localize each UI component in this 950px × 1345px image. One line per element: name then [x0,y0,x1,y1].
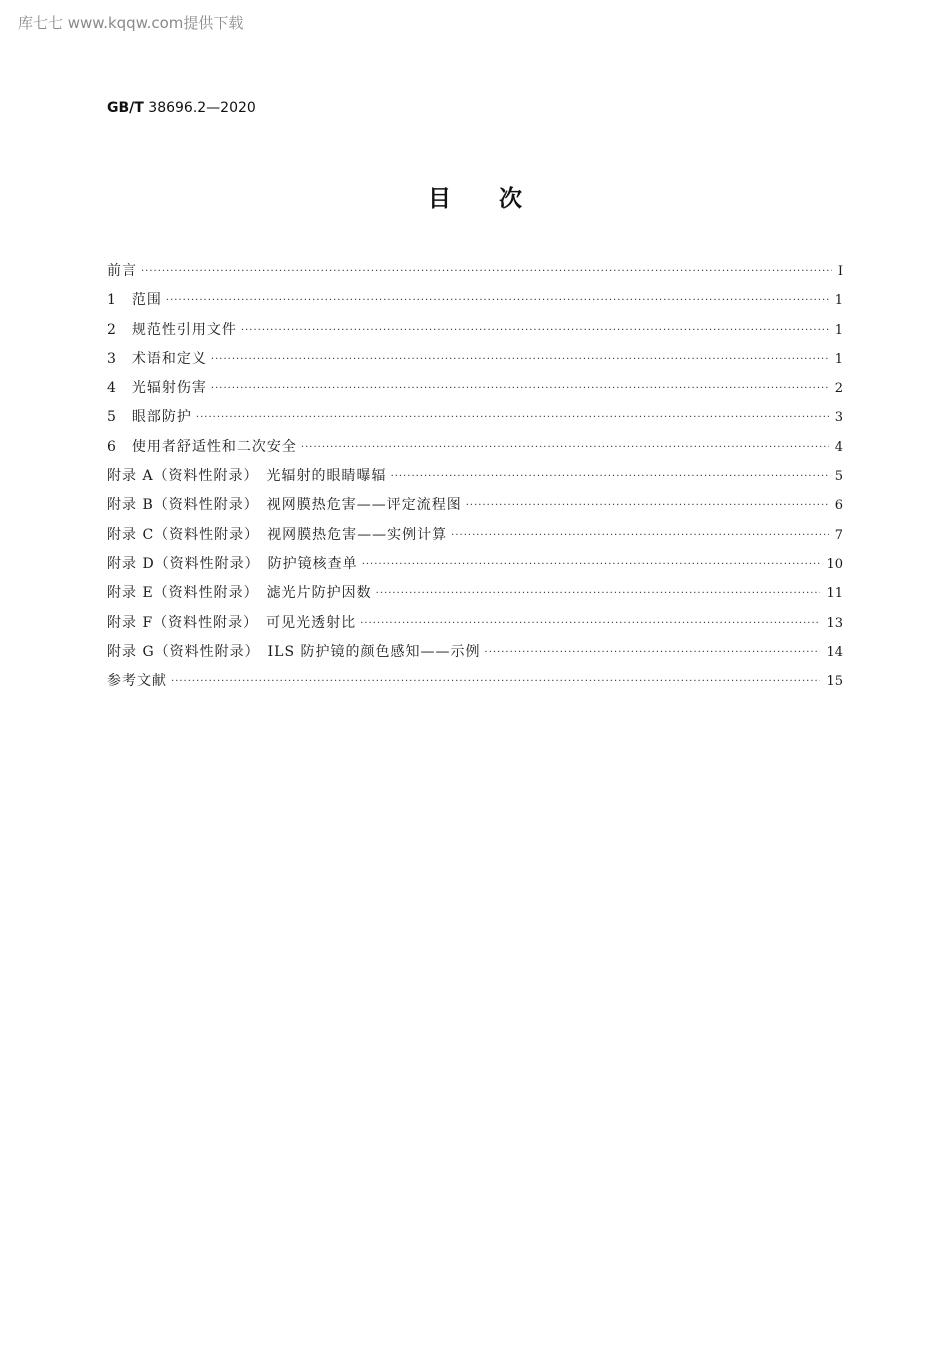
toc-entry-page: 1 [834,322,843,338]
toc-entry-page: 6 [834,498,843,514]
toc-dot-leader [166,286,829,315]
table-of-contents [107,257,843,696]
toc-entry-label: 附录 B（资料性附录） 视网膜热危害——评定流程图 [107,497,462,514]
toc-dot-leader [376,579,821,608]
toc-entry-label: 附录 C（资料性附录） 视网膜热危害——实例计算 [107,526,448,543]
toc-dot-leader [391,462,829,491]
toc-entry-page: 13 [826,615,843,631]
toc-entry-label: 2 规范性引用文件 [107,321,237,338]
toc-dot-leader [141,257,832,286]
toc-title: 目次 [428,186,570,212]
toc-entry[interactable] [107,521,843,550]
toc-entry-page: 10 [826,556,843,572]
toc-entry-page: 15 [826,674,843,690]
toc-entry-label: 参考文献 [107,673,167,690]
toc-dot-leader [301,433,829,462]
toc-entry-page: 5 [834,469,843,485]
standard-prefix: GB/T [107,100,144,116]
toc-entry-page: 4 [834,439,843,455]
toc-entry-label: 附录 G（资料性附录） ILS 防护镜的颜色感知——示例 [107,643,481,660]
toc-entry-label: 附录 D（资料性附录） 防护镜核查单 [107,555,358,572]
toc-dot-leader [241,316,829,345]
toc-dot-leader [171,667,820,696]
toc-dot-leader [466,491,829,520]
toc-entry-page: 1 [834,351,843,367]
toc-entry-page: 1 [834,293,843,309]
toc-entry[interactable] [107,403,843,432]
toc-entry[interactable] [107,638,843,667]
toc-entry[interactable] [107,609,843,638]
toc-dot-leader [362,550,821,579]
toc-entry[interactable] [107,433,843,462]
toc-entry-page: 2 [834,381,843,397]
toc-entry[interactable] [107,374,843,403]
toc-dot-leader [211,345,829,374]
toc-entry-label: 4 光辐射伤害 [107,380,207,397]
toc-dot-leader [196,403,829,432]
toc-entry-page: 3 [834,410,843,426]
watermark-text: 库七七 www.kqqw.com提供下载 [18,14,244,32]
toc-entry-label: 5 眼部防护 [107,409,192,426]
toc-entry-label: 3 术语和定义 [107,350,207,367]
standard-code: 38696.2—2020 [148,100,256,116]
toc-dot-leader [360,609,820,638]
toc-entry-label: 前言 [107,263,137,279]
toc-entry-page: 7 [834,527,843,543]
toc-entry[interactable] [107,345,843,374]
toc-entry[interactable] [107,579,843,608]
toc-entry-label: 6 使用者舒适性和二次安全 [107,438,297,455]
toc-entry-page: Ⅰ [837,264,843,279]
toc-dot-leader [485,638,821,667]
toc-entry-label: 附录 A（资料性附录） 光辐射的眼睛曝辐 [107,468,387,485]
standard-number [107,100,256,116]
toc-entry[interactable] [107,491,843,520]
toc-entry-label: 附录 E（资料性附录） 滤光片防护因数 [107,585,372,602]
toc-entry[interactable] [107,462,843,491]
toc-entry-page: 14 [826,644,843,660]
toc-entry[interactable] [107,286,843,315]
toc-entry-label: 1 范围 [107,292,162,309]
toc-entry[interactable] [107,667,843,696]
toc-entry-page: 11 [826,586,843,602]
toc-entry[interactable] [107,550,843,579]
toc-dot-leader [451,521,829,550]
toc-entry-label: 附录 F（资料性附录） 可见光透射比 [107,614,357,631]
toc-entry[interactable] [107,316,843,345]
toc-dot-leader [211,374,829,403]
toc-entry[interactable] [107,257,843,286]
